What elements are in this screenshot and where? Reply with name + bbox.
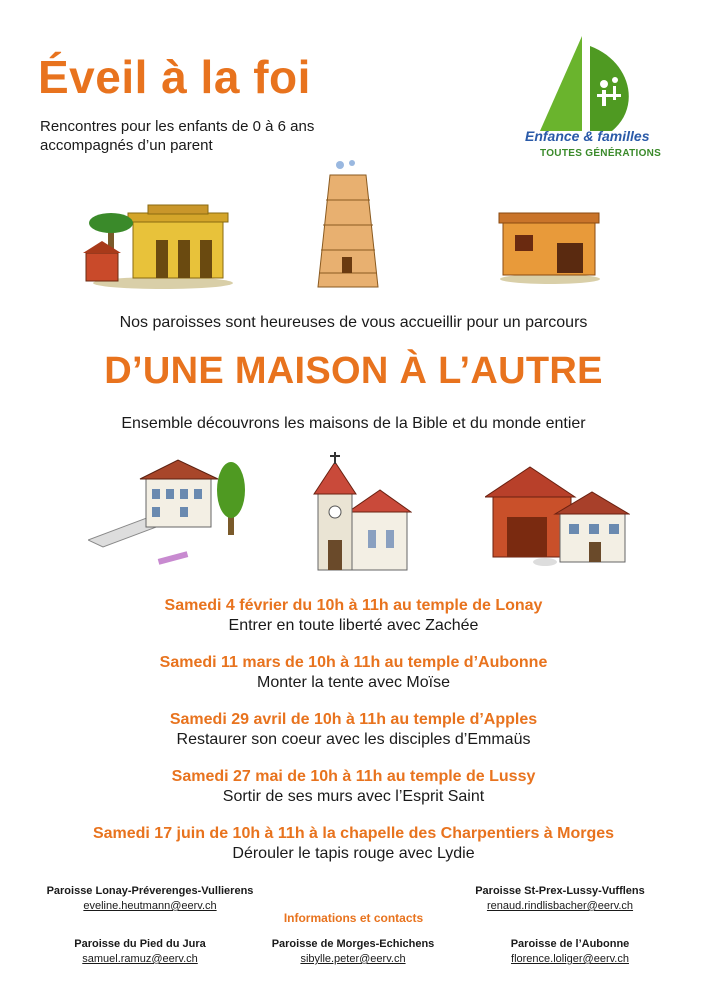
event-theme: Restaurer son coeur avec les disciples d’Emmaüs [176,731,531,748]
contact-email[interactable]: samuel.ramuz@eerv.ch [82,953,198,965]
contact-morges [248,937,458,967]
contact-name: Paroisse Lonay-Préverenges-Vullierens [46,885,254,897]
tower-of-babel-icon [312,155,384,295]
contact-name: Paroisse de l’Aubonne [510,938,630,950]
event-theme: Dérouler le tapis rouge avec Lydie [232,845,475,862]
contact-email[interactable]: florence.loliger@eerv.ch [511,953,629,965]
subtitle [40,117,314,155]
event-theme: Entrer en toute liberté avec Zachée [228,617,479,634]
logo-text-main: Enfance & familles [525,128,650,144]
contact-name: Paroisse de Morges-Echichens [271,938,435,950]
contact-pied-du-jura [40,937,240,967]
event-item [0,596,707,636]
palace-icon [78,195,233,290]
contact-st-prex [445,884,675,914]
contact-email[interactable]: eveline.heutmann@eerv.ch [83,900,217,912]
info-contacts-label: Informations et contacts [283,911,424,925]
event-theme: Monter la tente avec Moïse [257,674,450,691]
event-date: Samedi 29 avril de 10h à 11h au temple d’Apples [169,711,538,728]
farmhouse-icon [485,462,630,567]
tagline: Ensemble découvrons les maisons de la Bible et du monde entier [121,415,586,432]
event-date: Samedi 17 juin de 10h à 11h à la chapelle des Charpentiers à Morges [92,825,615,842]
event-date: Samedi 27 mai de 10h à 11h au temple de Lussy [171,768,536,785]
event-theme: Sortir de ses murs avec l’Esprit Saint [222,788,485,805]
contact-name: Paroisse St-Prex-Lussy-Vufflens [475,885,645,897]
logo-text-sub: TOUTES GÉNÉRATIONS [540,148,662,159]
event-item [0,767,707,807]
subtitle-line-2: accompagnés d’un parent [40,137,213,154]
event-item [0,710,707,750]
contact-name: Paroisse du Pied du Jura [74,938,206,950]
contact-email[interactable]: sibylle.peter@eerv.ch [300,953,406,965]
event-item [0,653,707,693]
contact-email[interactable]: renaud.rindlisbacher@eerv.ch [486,900,634,912]
hut-icon [495,205,605,285]
church-icon [312,450,412,575]
page-title: Éveil à la foi [38,51,311,103]
subtitle-line-1: Rencontres pour les enfants de 0 à 6 ans [40,118,315,135]
house-with-tree-icon [88,455,248,570]
contact-lonay [30,884,270,914]
event-date: Samedi 4 février du 10h à 11h au temple de Lonay [164,597,543,614]
contact-aubonne [470,937,670,967]
event-item [0,824,707,864]
intro-text: Nos paroisses sont heureuses de vous accueillir pour un parcours [119,314,588,331]
event-date: Samedi 11 mars de 10h à 11h au temple d’Aubonne [159,654,548,671]
headline: D’UNE MAISON À L’AUTRE [104,350,603,392]
sail-logo-icon [512,36,672,166]
